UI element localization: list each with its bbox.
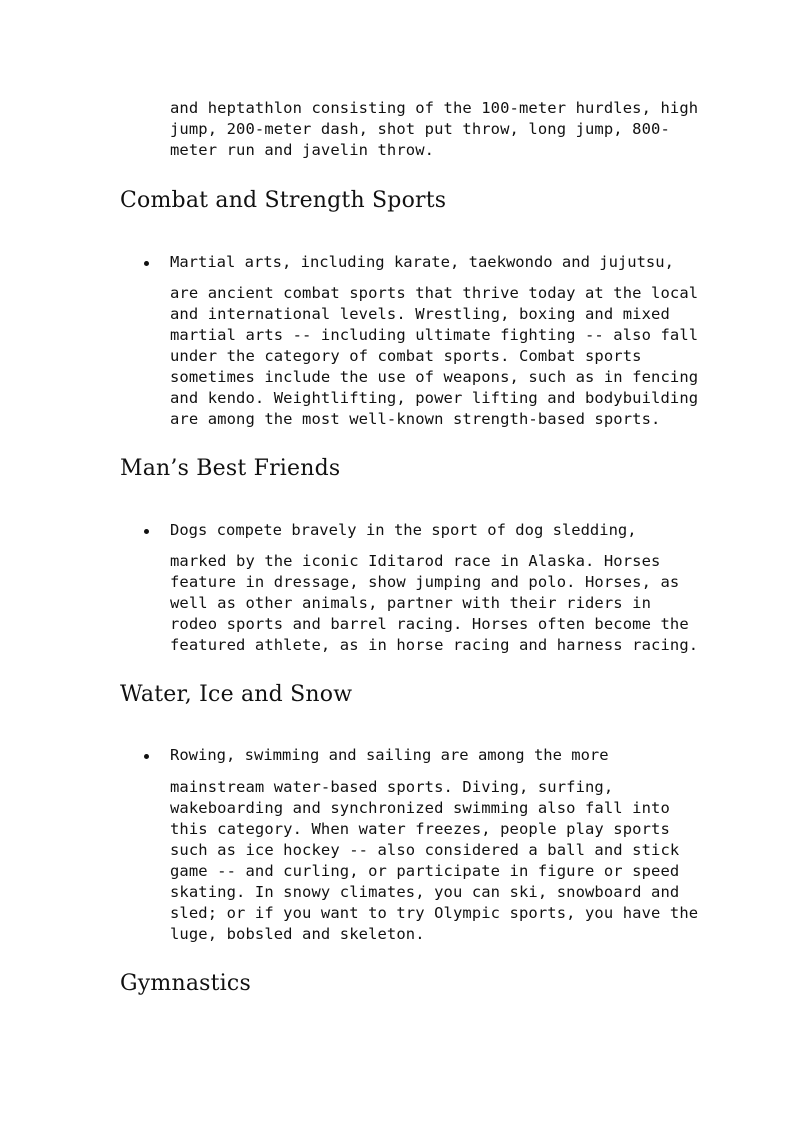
- section-heading-best-friends: Man’s Best Friends: [120, 456, 341, 481]
- section-heading-water-ice-snow: Water, Ice and Snow: [120, 682, 353, 707]
- bullet-icon: [144, 261, 149, 266]
- bullet-text: Martial arts, including karate, taekwondo and jujutsu,: [170, 253, 674, 271]
- section-body-combat: are ancient combat sports that thrive today at the local and international levels. Wrestling, boxing and mixed martial arts -- including ultimate fighting -- also fall under the category of combat sports. Combat sports sometimes include the use of weapons, such as in fencing and kendo. Weightlifting, power lifting and bodybuilding are among the most well-known strength-based sports.: [170, 284, 699, 428]
- bullet-text: Dogs compete bravely in the sport of dog sledding,: [170, 521, 637, 539]
- section-heading-gymnastics: Gymnastics: [120, 971, 251, 996]
- bullet-text: Rowing, swimming and sailing are among the more: [170, 746, 609, 764]
- bullet-icon: [144, 754, 149, 759]
- section-heading-combat: Combat and Strength Sports: [120, 188, 447, 213]
- bullet-icon: [144, 529, 149, 534]
- section-body-water-ice-snow: mainstream water-based sports. Diving, surfing, wakeboarding and synchronized swimming also fall into this category. When water freezes, people play sports such as ice hockey -- also considered a ball and stick game -- and curling, or participate in figure or speed skating. In snowy climates, you can ski, snowboard and sled; or if you want to try Olympic sports, you have the luge, bobsled and skeleton.: [170, 778, 699, 943]
- section-body-best-friends: marked by the iconic Iditarod race in Alaska. Horses feature in dressage, show jumping and polo. Horses, as well as other animals, partner with their riders in rodeo sports and barrel racing. Horses often become the featured athlete, as in horse racing and harness racing.: [170, 552, 699, 654]
- intro-paragraph: and heptathlon consisting of the 100-meter hurdles, high jump, 200-meter dash, shot put throw, long jump, 800- meter run and javelin throw.: [170, 99, 699, 159]
